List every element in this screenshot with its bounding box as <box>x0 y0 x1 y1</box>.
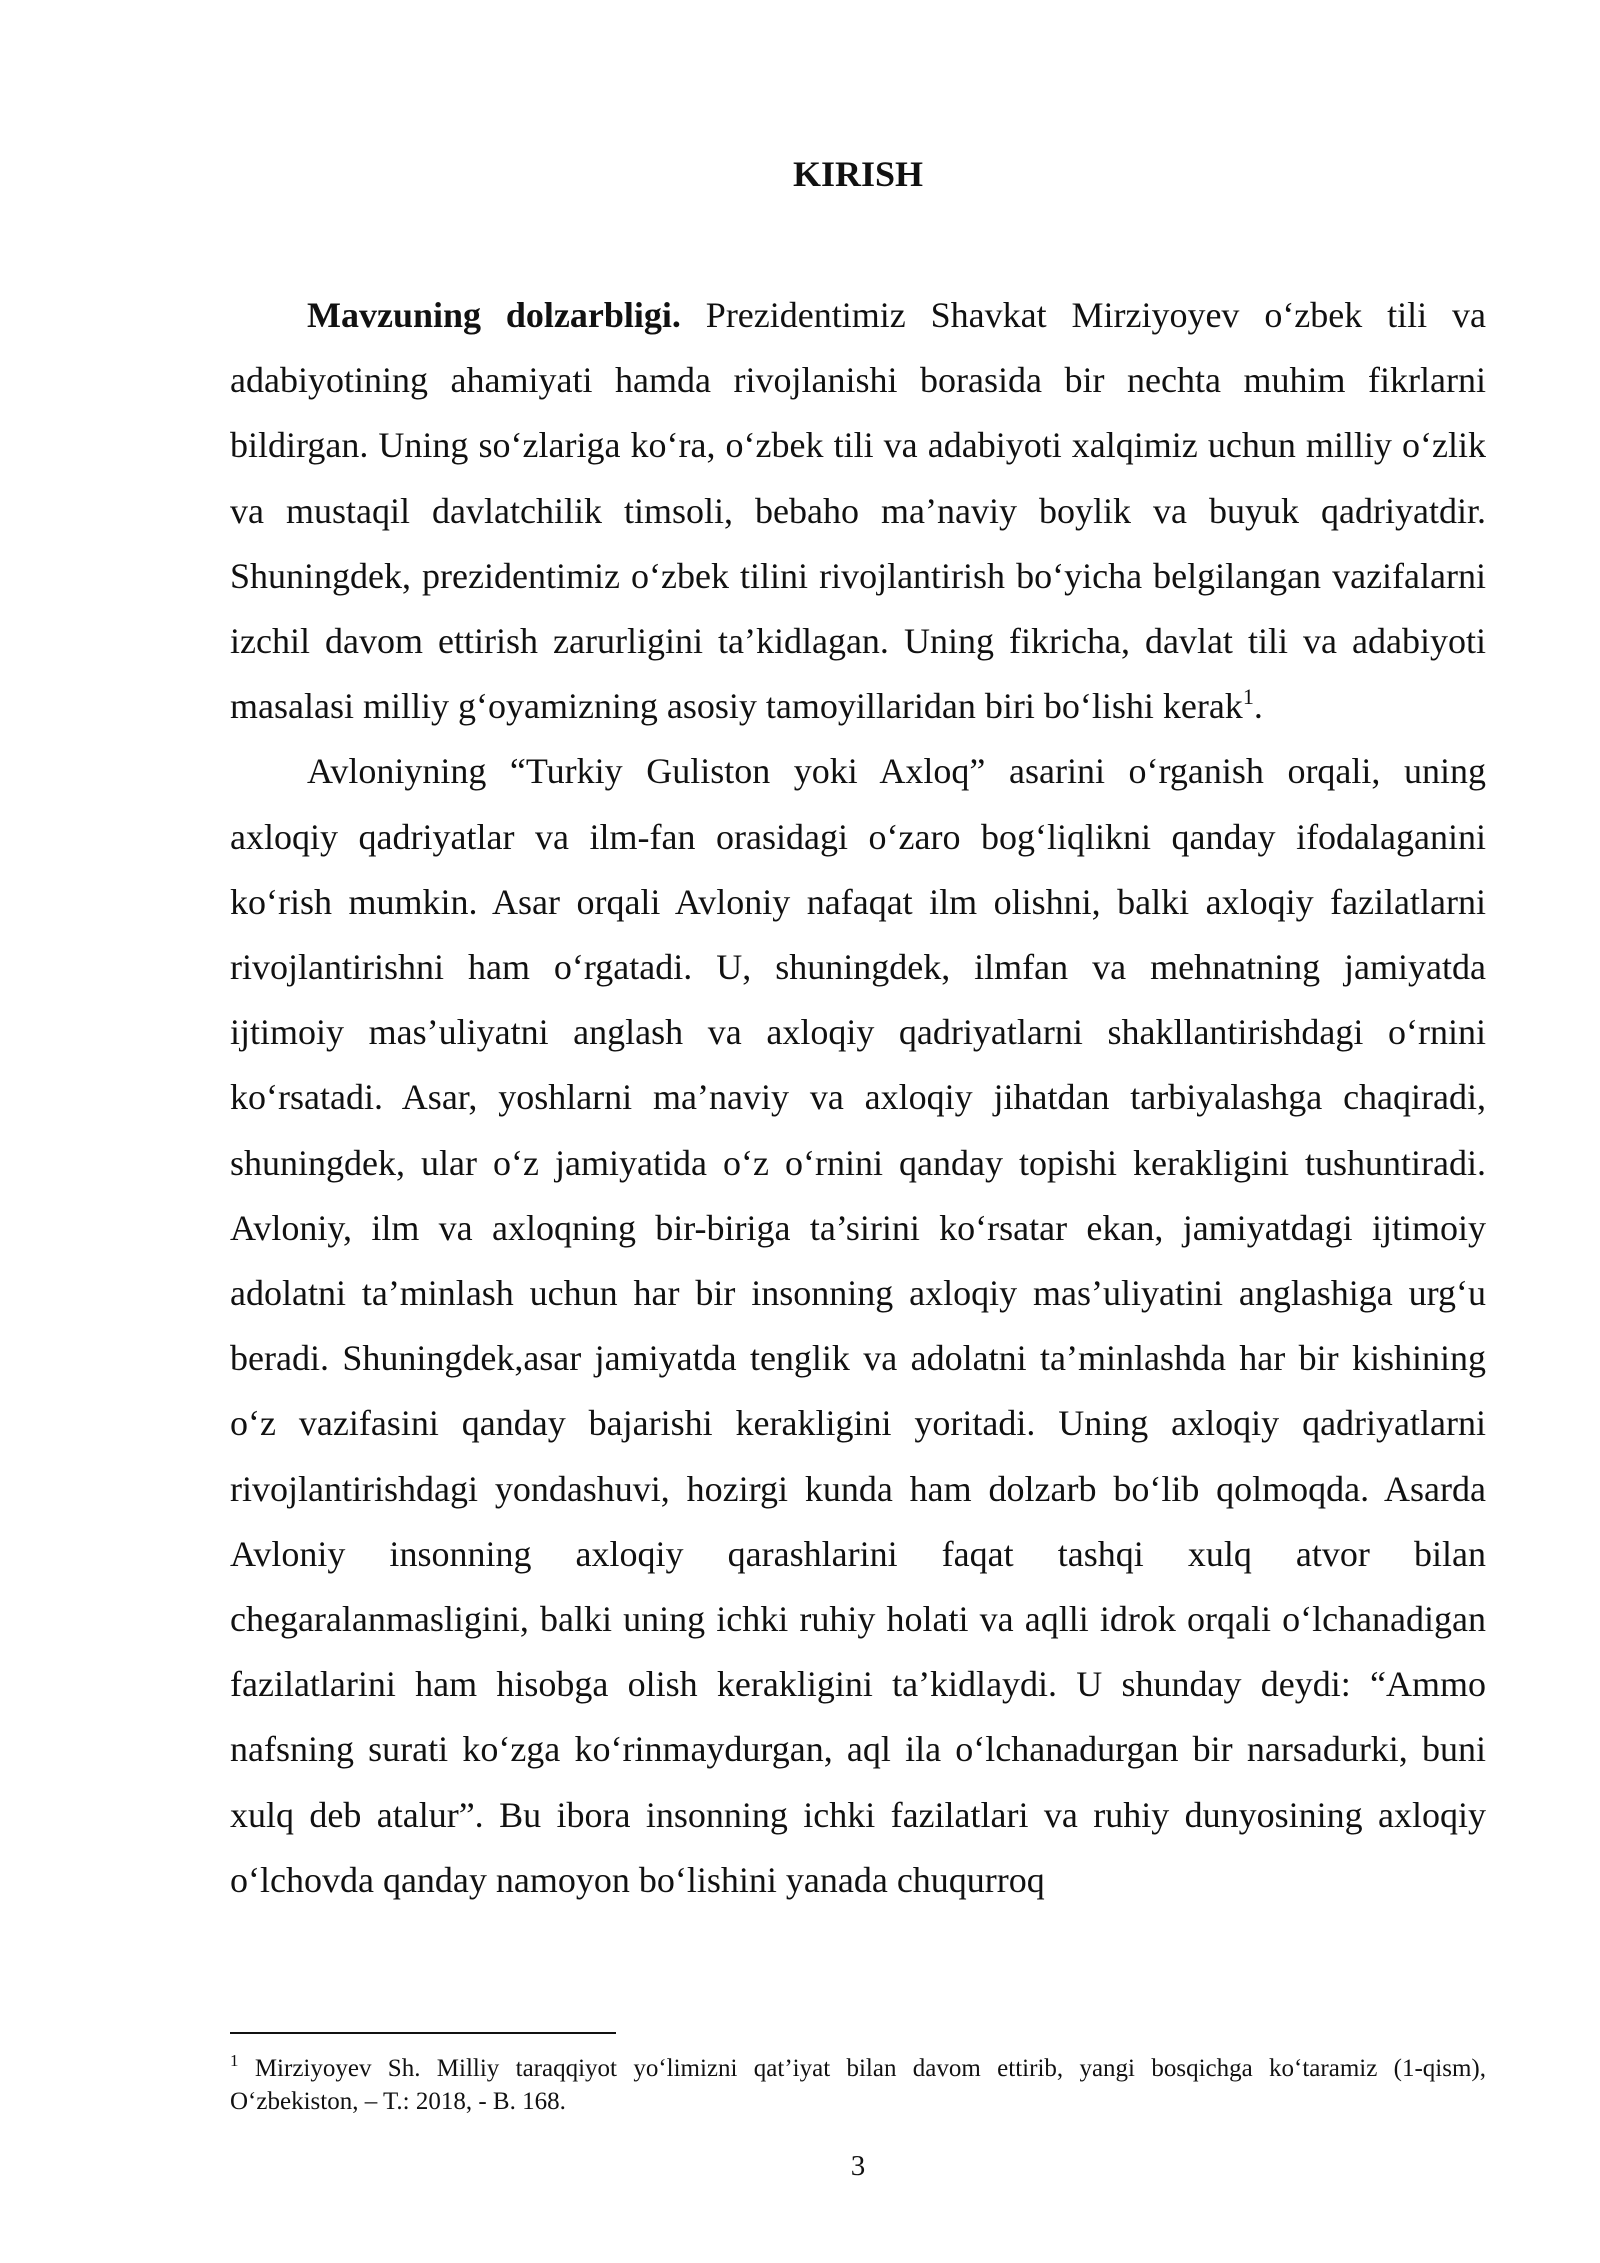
footnote-text: Mirziyoyev Sh. Milliy taraqqiyot yo‘limizni qat’iyat bilan davom ettirib, yangi bosqichga ko‘taramiz (1-qism), O‘zbekiston, – T.: 2018, - B. 168. <box>230 2055 1486 2115</box>
page-number: 3 <box>850 2150 866 2182</box>
paragraph-avloniy: Avloniyning “Turkiy Guliston yoki Axloq” asarini o‘rganish orqali, uning axloqiy qadriyatlar va ilm-fan orasidagi o‘zaro bog‘liqlikni qanday ifodalaganini ko‘rish mumkin. Asar orqali Avloniy nafaqat ilm olishni, balki axloqiy fazilatlarni rivojlantirishni ham o‘rgatadi. U, shuningdek, ilmfan va mehnatning jamiyatda ijtimoiy mas’uliyatni anglash va axloqiy qadriyatlarni shakllantirishdagi o‘rnini ko‘rsatadi. Asar, yoshlarni ma’naviy va axloqiy jihatdan tarbiyalashga chaqiradi, shuningdek, ular o‘z jamiyatida o‘z o‘rnini qanday topishi kerakligini tushuntiradi. Avloniy, ilm va axloqning bir-biriga ta’sirini ko‘rsatar ekan, jamiyatdagi ijtimoiy adolatni ta’minlash uchun har bir insonning axloqiy mas’uliyatini anglashiga urg‘u beradi. Shuningdek,asar jamiyatda tenglik va adolatni ta’minlashda har bir kishining o‘z vazifasini qanday bajarishi kerakligini yoritadi. Uning axloqiy qadriyatlarni rivojlantirishdagi yondashuvi, hozirgi kunda ham dolzarb bo‘lib qolmoqda. Asarda Avloniy insonning axloqiy qarashlarini faqat tashqi xulq atvor bilan chegaralanmasligini, balki uning ichki ruhiy holati va aqlli idrok orqali o‘lchanadigan fazilatlarini ham hisobga olish kerakligini ta’kidlaydi. U shunday deydi: “Ammo nafsning surati ko‘zga ko‘rinmaydurgan, aql ila o‘lchanadurgan bir narsadurki, buni xulq deb atalur”. Bu ibora insonning ichki fazilatlari va ruhiy dunyosining axloqiy o‘lchovda qanday namoyon bo‘lishini yanada chuqurroq <box>230 751 1486 1900</box>
document-page <box>230 0 1486 2263</box>
footnote-reference[interactable]: 1 <box>1242 684 1254 710</box>
paragraph-text: Prezidentimiz Shavkat Mirziyoyev o‘zbek tili va adabiyotining ahamiyati hamda rivojlanishi borasida bir nechta muhim fikrlarni bildirgan. Uning so‘zlariga ko‘ra, o‘zbek tili va adabiyoti xalqimiz uchun milliy o‘zlik va mustaqil davlatchilik timsoli, bebaho ma’naviy boylik va buyuk qadriyatdir. Shuningdek, prezidentimiz o‘zbek tilini rivojlantirish bo‘yicha belgilangan vazifalarni izchil davom ettirish zarurligini ta’kidlagan. Uning fikricha, davlat tili va adabiyoti masalasi milliy g‘oyamizning asosiy tamoyillaridan biri bo‘lishi kerak <box>230 295 1487 727</box>
paragraph-lead: Mavzuning dolzarbligi. <box>307 295 681 335</box>
paragraph-tail: . <box>1253 686 1263 727</box>
footnote <box>230 2052 1486 2118</box>
paragraph-relevance <box>230 283 1486 739</box>
body-text <box>230 283 1486 1913</box>
footnote-separator <box>230 2032 616 2034</box>
section-heading: KIRISH <box>792 154 924 194</box>
footnote-number: 1 <box>230 2051 239 2070</box>
